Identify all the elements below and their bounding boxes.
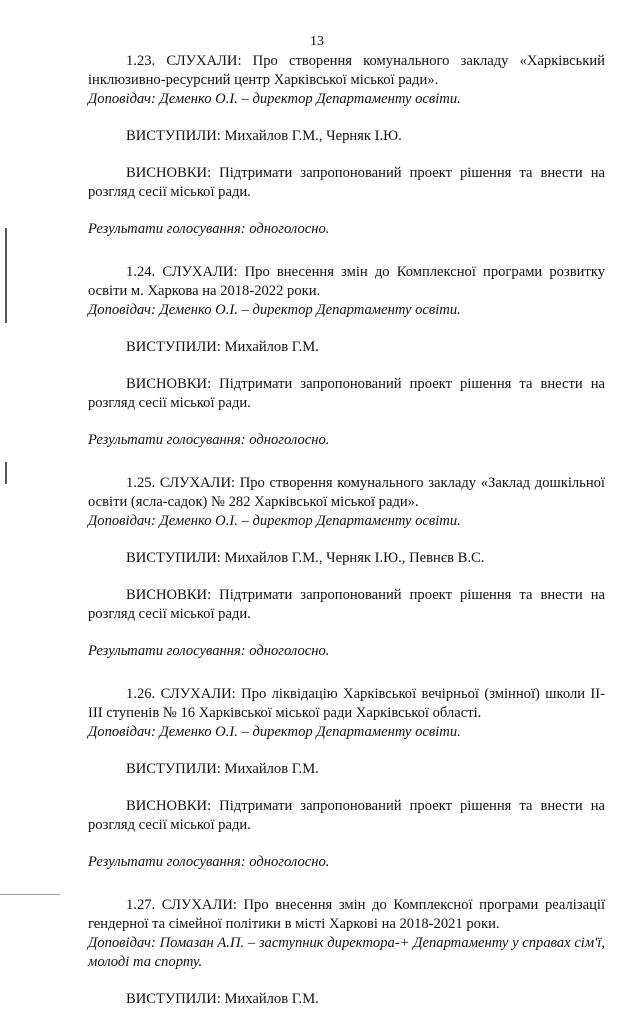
conclusion-paragraph: ВИСНОВКИ: Підтримати запропонований проект рішення та внести на розгляд сесії міської ради. — [88, 376, 605, 411]
spoke-line: ВИСТУПИЛИ: Михайлов Г.М. — [126, 761, 319, 777]
margin-mark — [5, 462, 7, 484]
spoke-line: ВИСТУПИЛИ: Михайлов Г.М. — [126, 991, 319, 1007]
agenda-item — [88, 896, 605, 1009]
speaker-line: Доповідач: Деменко О.І. – директор Департаменту освіти. — [88, 91, 461, 107]
speaker-line: Доповідач: Помазан А.П. – заступник директора-+ Департаменту у справах сім'ї, молоді та спорту. — [88, 935, 605, 970]
spoke-line: ВИСТУПИЛИ: Михайлов Г.М., Черняк І.Ю., Певнєв В.С. — [126, 550, 485, 566]
agenda-item — [88, 263, 605, 450]
agenda-item — [88, 685, 605, 872]
minutes-body — [88, 52, 605, 1009]
conclusion-paragraph: ВИСНОВКИ: Підтримати запропонований проект рішення та внести на розгляд сесії міської ради. — [88, 798, 605, 833]
vote-result: Результати голосування: одноголосно. — [88, 432, 330, 448]
speaker-line: Доповідач: Деменко О.І. – директор Департаменту освіти. — [88, 724, 461, 740]
heard-paragraph: 1.27. СЛУХАЛИ: Про внесення змін до Комплексної програми реалізації гендерної та сімейної політики в місті Харкові на 2018-2021 роки. — [88, 897, 605, 932]
agenda-item — [88, 52, 605, 239]
margin-mark — [5, 228, 7, 323]
heard-paragraph: 1.25. СЛУХАЛИ: Про створення комунального закладу «Заклад дошкільної освіти (ясла-садок) № 282 Харківської міської ради». — [88, 475, 605, 510]
speaker-line: Доповідач: Деменко О.І. – директор Департаменту освіти. — [88, 513, 461, 529]
agenda-item — [88, 474, 605, 661]
conclusion-paragraph: ВИСНОВКИ: Підтримати запропонований проект рішення та внести на розгляд сесії міської ради. — [88, 165, 605, 200]
vote-result: Результати голосування: одноголосно. — [88, 854, 330, 870]
spoke-line: ВИСТУПИЛИ: Михайлов Г.М., Черняк І.Ю. — [126, 128, 402, 144]
heard-paragraph: 1.23. СЛУХАЛИ: Про створення комунального закладу «Харківський інклюзивно-ресурсний центр Харківської міської ради». — [88, 53, 605, 88]
vote-result: Результати голосування: одноголосно. — [88, 221, 330, 237]
vote-result: Результати голосування: одноголосно. — [88, 643, 330, 659]
speaker-line: Доповідач: Деменко О.І. – директор Департаменту освіти. — [88, 302, 461, 318]
page-number: 13 — [310, 34, 324, 49]
spoke-line: ВИСТУПИЛИ: Михайлов Г.М. — [126, 339, 319, 355]
heard-paragraph: 1.24. СЛУХАЛИ: Про внесення змін до Комплексної програми розвитку освіти м. Харкова на 2018-2022 роки. — [88, 264, 605, 299]
conclusion-paragraph: ВИСНОВКИ: Підтримати запропонований проект рішення та внести на розгляд сесії міської ради. — [88, 587, 605, 622]
heard-paragraph: 1.26. СЛУХАЛИ: Про ліквідацію Харківської вечірньої (змінної) школи ІІ-ІІІ ступенів № 16 Харківської міської ради Харківської області. — [88, 686, 605, 721]
bottom-rule — [0, 894, 60, 895]
